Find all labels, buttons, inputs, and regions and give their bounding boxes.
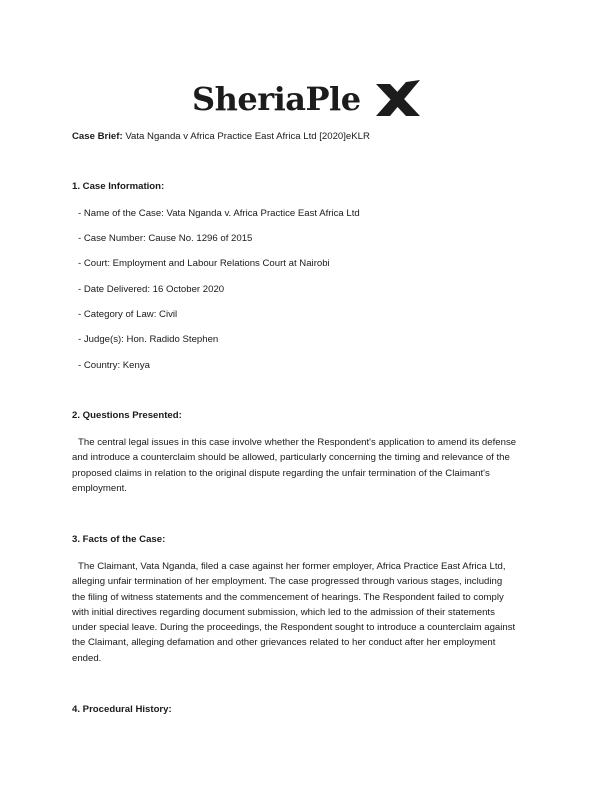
paragraph-line: the Claimant, alleging defamation and other grievances related to her conduct after her employment — [72, 637, 496, 649]
case-info-item: - Date Delivered: 16 October 2020 — [78, 284, 225, 295]
paragraph-line: The Claimant, Vata Nganda, filed a case against her former employer, Africa Practice East Africa Ltd, — [78, 561, 506, 572]
paragraph-line: under special leave. During the proceedings, the Respondent sought to introduce a counterclaim against — [72, 622, 516, 634]
case-brief-title: Vata Nganda v Africa Practice East Africa Ltd [2020]eKLR — [125, 131, 370, 142]
sheriaplex-logo — [190, 76, 422, 120]
paragraph-line: proposed claims in relation to the original dispute regarding the unfair termination of the Claimant's — [72, 467, 490, 479]
logo-x-mark — [376, 80, 420, 116]
case-info-item: - Court: Employment and Labour Relations Court at Nairobi — [78, 258, 330, 269]
case-info-item: - Judge(s): Hon. Radido Stephen — [78, 334, 219, 345]
case-info-item: - Country: Kenya — [78, 360, 150, 371]
section-heading-questions-presented: 2. Questions Presented: — [72, 410, 182, 421]
paragraph-line: The central legal issues in this case involve whether the Respondent's application to amend its defense — [78, 437, 517, 448]
case-info-item: - Name of the Case: Vata Nganda v. Africa Practice East Africa Ltd — [78, 208, 360, 219]
section-heading-procedural-history: 4. Procedural History: — [72, 704, 172, 715]
case-info-item: - Case Number: Cause No. 1296 of 2015 — [78, 233, 253, 244]
case-info-item: - Category of Law: Civil — [78, 309, 178, 320]
paragraph-line: alleging unfair termination of her employment. The case progressed through various stages, including — [72, 576, 503, 588]
questions-paragraph — [72, 435, 550, 496]
paragraph-line: the filing of witness statements and the commencement of hearings. The Respondent failed to comply — [72, 591, 504, 603]
paragraph-line: with initial directives regarding document submission, which led to the admission of their statements — [72, 606, 495, 618]
case-brief-label: Case Brief: — [72, 131, 123, 142]
case-brief-line — [72, 131, 370, 143]
paragraph-line: employment. — [72, 482, 127, 494]
section-heading-case-information: 1. Case Information: — [72, 181, 165, 192]
section-heading-facts: 3. Facts of the Case: — [72, 534, 166, 545]
facts-paragraph — [72, 559, 550, 666]
paragraph-line: ended. — [72, 652, 102, 664]
paragraph-line: and introduce a counterclaim should be allowed, particularly concerning the timing and relevance of the — [72, 452, 510, 464]
logo-wordmark: SheriaPle — [192, 80, 361, 118]
